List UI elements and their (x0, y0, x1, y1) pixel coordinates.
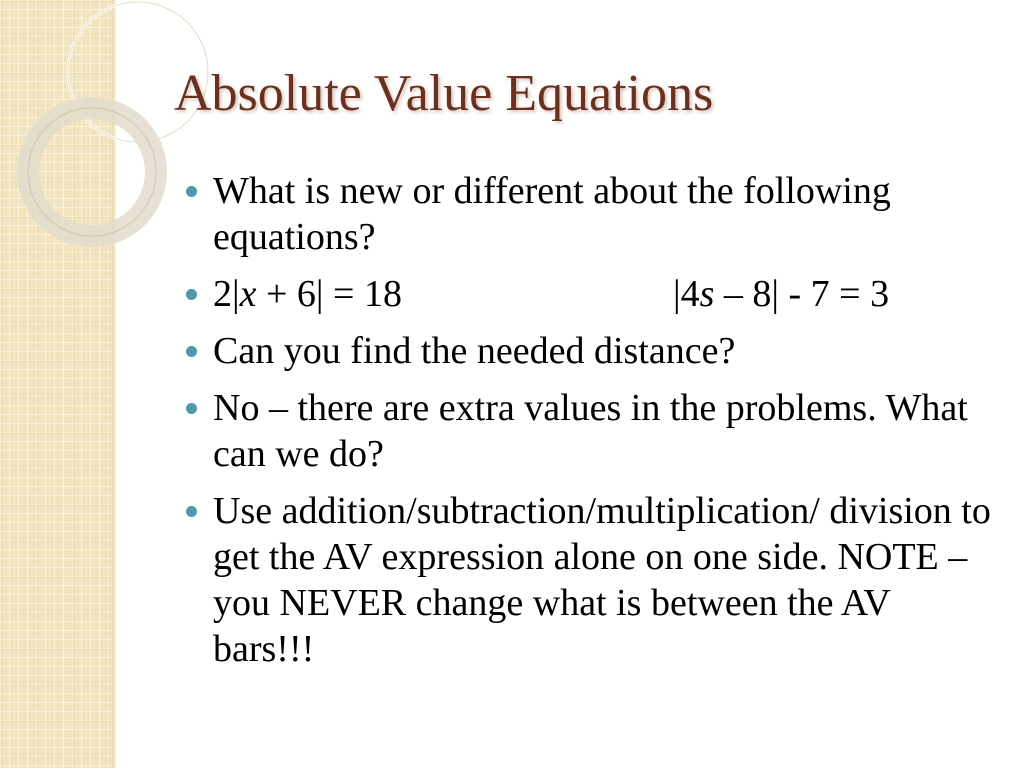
bullet-icon (186, 403, 197, 414)
equation-right-suffix: – 8| - 7 = 3 (714, 273, 890, 315)
bullet-item (186, 328, 996, 374)
decorative-side-band (0, 0, 114, 768)
band-edge (112, 0, 116, 768)
equation-right-variable: s (699, 273, 715, 315)
bullet-item (186, 168, 996, 260)
bullet-item (186, 488, 996, 672)
bullet-text: Can you find the needed distance? (213, 330, 736, 372)
equation-right-prefix: |4 (673, 273, 700, 315)
bullet-icon (186, 506, 197, 517)
equation-left-variable: x (239, 273, 257, 315)
bullet-icon (186, 186, 197, 197)
bullet-icon (186, 289, 197, 300)
bullet-text: Use addition/subtraction/multiplication/ division to get the AV expression alone on one side. NOTE – you NEVER change what is between the AV bars!!! (213, 490, 991, 670)
bullet-item-equations (186, 271, 996, 317)
bullet-text: No – there are extra values in the problems. What can we do? (213, 387, 968, 475)
equation-left-prefix: 2| (213, 273, 240, 315)
slide-title: Absolute Value Equations (174, 65, 714, 122)
equation-row (213, 271, 996, 317)
equation-left-suffix: + 6| = 18 (256, 273, 402, 315)
equation-left (213, 271, 673, 317)
bullet-list (186, 168, 996, 683)
bullet-icon (186, 346, 197, 357)
bullet-item (186, 385, 996, 477)
bullet-text: What is new or different about the following equations? (213, 170, 891, 258)
equation-right (673, 271, 889, 317)
